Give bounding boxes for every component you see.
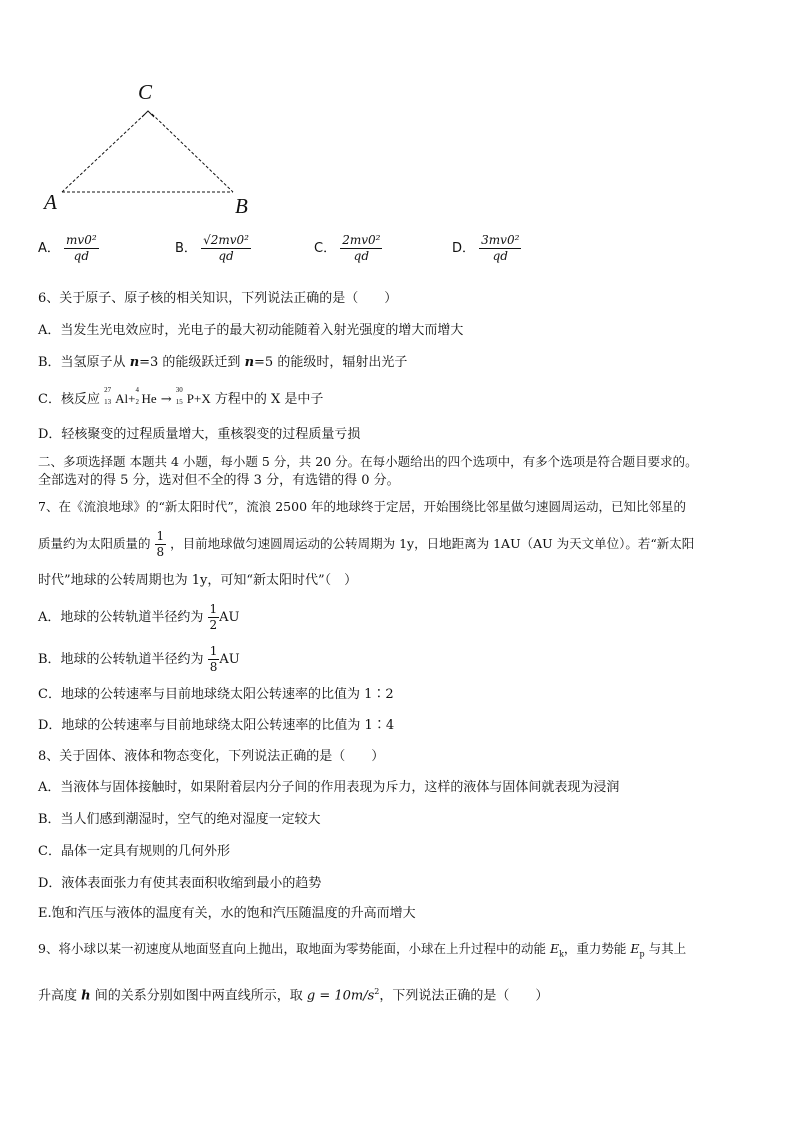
option-letter: B． [175,241,197,256]
q9-text: 升高度 [38,988,82,1004]
fraction-numerator: √2mv0² [203,233,249,247]
vertex-label-c: C [138,80,153,104]
q7-a-text: A．地球的公转轨道半径约为 [38,610,204,625]
q7-text: ，目前地球做匀速圆周运动的公转周期为 1y，日地距离为 1AU（AU 为天文单位）。若“新太阳 [170,536,695,551]
symbol-ek: E [549,941,560,956]
q8-stem: 8、关于固体、液体和物态变化，下列说法正确的是（ ） [38,749,385,764]
q6-option-a: A．当发生光电效应时，光电子的最大初动能随着入射光强度的增大而增大 [38,323,464,338]
unit: AU [219,652,240,667]
fraction-numerator: 1 [209,602,218,616]
q9-text: 间的关系分别如图中两直线所示，取 [90,988,307,1004]
q7-option-b [38,642,240,678]
q6-b-n: n [244,355,255,370]
q8-option-b: B．当人们感到潮湿时，空气的绝对湿度一定较大 [38,812,321,827]
fraction-denominator: qd [353,249,370,263]
fraction [208,644,220,675]
section-heading: 二、多项选择题 本题共 4 小题，每小题 5 分，共 20 分。在每小题给出的四个选项中，有多个选项是符合题目要求的。 [38,454,698,469]
q6-b-mid: =3 的能级跃迁到 [139,355,245,370]
option-letter: D． [452,241,476,256]
fraction-numerator: 3mv0² [481,233,520,247]
q5-option-b [175,233,251,264]
q6-b-n: n [129,355,140,370]
q9-text: 9、将小球以某一初速度从地面竖直向上抛出，取地面为零势能面，小球在上升过程中的动能 [38,941,550,956]
fraction [155,529,167,560]
symbol-ep: E [630,941,640,956]
fraction-denominator: 8 [156,545,165,559]
q7-stem-line2 [38,526,694,562]
q9-text: ，重力势能 [563,941,631,956]
q5-option-c [314,233,382,264]
q6-b-suffix: =5 的能级时，辐射出光子 [254,355,408,370]
nuclear-equation [135,386,157,408]
q7-text: 质量约为太阳质量的 [38,536,151,551]
nucleus-p: P+X [186,391,211,406]
superscript: 2 [374,987,380,996]
mass-number: 30 [175,386,183,394]
triangle-side-ac [62,114,145,192]
fraction [479,233,521,264]
atomic-number: 15 [175,398,183,406]
atomic-number: 2 [135,398,139,406]
q5-option-a [38,233,99,264]
mass-number: 4 [135,386,139,394]
option-letter: C． [314,241,337,256]
subscript: p [639,949,645,959]
q7-option-d: D．地球的公转速率与目前地球绕太阳公转速率的比值为 1∶4 [38,718,395,733]
fraction [201,233,251,264]
q5-option-d [452,233,521,264]
subscript: k [559,949,564,959]
fraction [208,602,220,633]
formula-g: g = 10m/s [306,988,375,1004]
section-instructions: 全部选对的得 5 分，选对但不全的得 3 分，有选错的得 0 分。 [38,473,400,488]
symbol-h: h [81,988,91,1004]
fraction-numerator: mv0² [66,233,97,247]
q6-c-suffix: 方程中的 X 是中子 [214,392,324,407]
q9-text: ，下列说法正确的是（ ） [379,988,549,1004]
q8-option-a: A．当液体与固体接触时，如果附着层内分子间的作用表现为斥力，这样的液体与固体间就表现为浸润 [38,780,620,795]
q9-text: 与其上 [644,941,687,956]
fraction-numerator: 1 [209,644,218,658]
q9-stem-line1 [38,940,686,964]
q6-b-prefix: B．当氢原子从 [38,355,130,370]
mass-number: 27 [104,386,112,394]
arrow-icon: → [160,392,172,407]
nucleus-he: He [141,391,157,406]
nucleus-al: Al+ [115,391,136,406]
q7-stem-line3: 时代”地球的公转周期也为 1y，可知“新太阳时代”（ ） [38,573,358,588]
vertex-label-b: B [235,194,248,218]
nuclear-equation [104,386,136,408]
unit: AU [219,610,240,625]
q7-stem-line1: 7、在《流浪地球》的“新太阳时代”，流浪 2500 年的地球终于定居，开始围绕比邻星做匀速圆周运动，已知比邻星的 [38,499,686,514]
fraction-numerator: 1 [156,529,165,543]
q6-option-d: D．轻核聚变的过程质量增大，重核裂变的过程质量亏损 [38,427,361,442]
fraction-denominator: 8 [209,660,218,674]
q8-option-c: C．晶体一定具有规则的几何外形 [38,844,230,859]
q9-stem-line2 [38,983,548,1005]
fraction-denominator: 2 [209,618,218,632]
triangle-side-cb [152,114,233,192]
fraction-denominator: qd [492,249,508,263]
fraction-denominator: qd [218,249,234,263]
q7-option-c: C．地球的公转速率与目前地球绕太阳公转速率的比值为 1∶2 [38,687,394,702]
q8-option-e: E.饱和汽压与液体的温度有关，水的饱和汽压随温度的升高而增大 [38,906,416,921]
q6-stem: 6、关于原子、原子核的相关知识，下列说法正确的是（ ） [38,291,398,306]
q6-option-c [38,386,324,409]
fraction [64,233,99,264]
nuclear-equation [175,386,211,408]
q6-c-prefix: C．核反应 [38,392,100,407]
atomic-number: 13 [104,398,112,406]
vertex-label-a: A [44,190,57,214]
q7-option-a [38,600,240,636]
fraction-numerator: 2mv0² [342,233,381,247]
q6-option-b [38,354,407,372]
q8-option-d: D．液体表面张力有使其表面积收缩到最小的趋势 [38,876,322,891]
fraction [340,233,382,264]
fraction-denominator: qd [73,249,90,263]
q7-b-text: B．地球的公转轨道半径约为 [38,652,204,667]
option-letter: A． [38,241,60,256]
